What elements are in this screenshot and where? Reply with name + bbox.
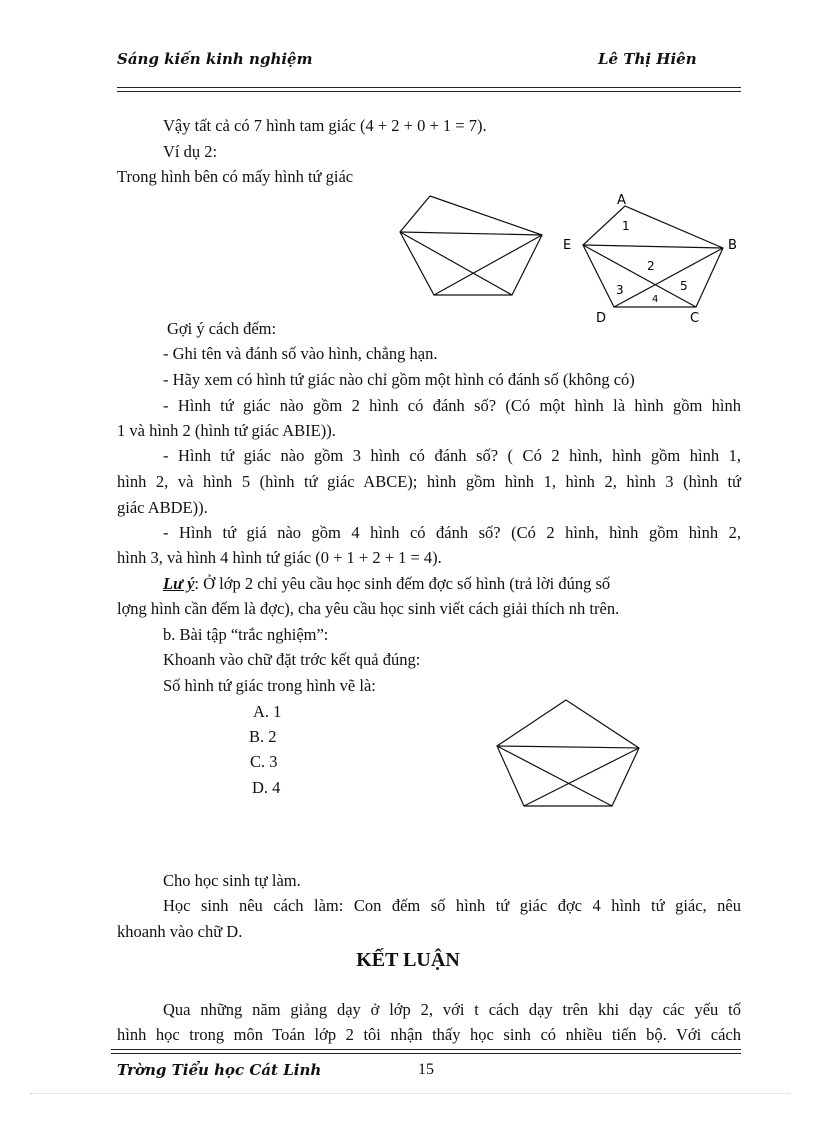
text-line: - Ghi tên và đánh số vào hình, chẳng hạn.	[163, 344, 438, 363]
text-line: Cho học sinh tự làm.	[163, 871, 301, 890]
text-line: Trong hình bên có mấy hình tứ giác	[117, 167, 354, 186]
option-a: A. 1	[253, 702, 282, 721]
text-line: Qua những năm giảng dạy ở lớp 2, với t cách dạy trên khi dạy các yếu tố	[163, 1000, 741, 1019]
text-line: b. Bài tập “trắc nghiệm”:	[163, 625, 329, 644]
note-label: Lư ý	[163, 574, 195, 593]
text-line: khoanh vào chữ D.	[117, 922, 243, 941]
text-line: Vậy tất cả có 7 hình tam giác (4 + 2 + 0 + 1 = 7).	[163, 116, 487, 135]
text-line: giác ABDE)).	[117, 498, 208, 517]
option-c: C. 3	[250, 752, 278, 771]
page-number: 15	[418, 1061, 434, 1078]
header-rule-top	[117, 87, 741, 88]
region-label-2: 2	[647, 259, 655, 273]
text-line: Ví dụ 2:	[163, 142, 218, 161]
footer-rule-bottom	[111, 1053, 741, 1054]
region-label-3: 3	[616, 283, 624, 297]
text-line: - Hình tứ giác nào gồm 2 hình có đánh số? (Có một hình là hình gồm hình	[163, 396, 741, 415]
text-line: Gợi ý cách đếm:	[167, 319, 277, 338]
note-line	[163, 574, 610, 594]
option-d: D. 4	[252, 778, 281, 797]
text-line: hình 2, và hình 5 (hình tứ giác ABCE); hình gồm hình 1, hình 2, hình 3 (hình tứ	[117, 472, 741, 491]
text-line: hình 3, và hình 4 hình tứ giác (0 + 1 + 2 + 1 = 4).	[117, 548, 442, 567]
page-edge-dots	[30, 1093, 790, 1094]
section-heading: KẾT LUẬN	[356, 949, 460, 971]
header-author: Lê Thị Hiên	[598, 50, 697, 68]
text-line: Số hình tứ giác trong hình vẽ là:	[163, 676, 376, 695]
text-line: Học sinh nêu cách làm: Con đếm số hình tứ giác đợc 4 hình tứ giác, nêu	[163, 896, 741, 915]
footer-rule-top	[111, 1049, 741, 1050]
vertex-label-e: E	[563, 238, 572, 253]
footer-school: Trờng Tiểu học Cát Linh	[117, 1061, 322, 1079]
header-rule-bottom	[117, 91, 741, 92]
pentagon-figure-plain	[395, 192, 545, 300]
text-line: - Hình tứ giá nào gồm 4 hình có đánh số? (Có 2 hình, hình gồm hình 2,	[163, 523, 741, 542]
header-title: Sáng kiến kinh nghiệm	[117, 50, 313, 68]
pentagon-figure-labeled	[555, 186, 745, 326]
vertex-label-d: D	[596, 311, 607, 326]
text-line: lợng hình cần đếm là đợc), cha yêu cầu học sinh viết cách giải thích nh trên.	[117, 599, 620, 618]
text-line: - Hình tứ giác nào gồm 3 hình có đánh số? ( Có 2 hình, hình gồm hình 1,	[163, 446, 741, 465]
text-line: - Hãy xem có hình tứ giác nào chỉ gồm một hình có đánh số (không có)	[163, 370, 635, 389]
text-line: Khoanh vào chữ đặt trớc kết quả đúng:	[163, 650, 421, 669]
region-label-4: 4	[652, 294, 659, 305]
text-line: hình học trong môn Toán lớp 2 tôi nhận thấy học sinh có nhiều tiến bộ. Với cách	[117, 1025, 741, 1044]
note-text: : Ở lớp 2 chỉ yêu cầu học sinh đếm đợc số hình (trả lời đúng số	[194, 574, 611, 593]
text-line: 1 và hình 2 (hình tứ giác ABIE)).	[117, 421, 336, 440]
option-b: B. 2	[249, 727, 277, 746]
vertex-label-a: A	[617, 193, 626, 208]
vertex-label-b: B	[728, 238, 737, 253]
region-label-5: 5	[680, 279, 688, 293]
pentagon-figure-exercise	[493, 696, 645, 810]
region-label-1: 1	[622, 219, 630, 233]
vertex-label-c: C	[690, 311, 700, 326]
